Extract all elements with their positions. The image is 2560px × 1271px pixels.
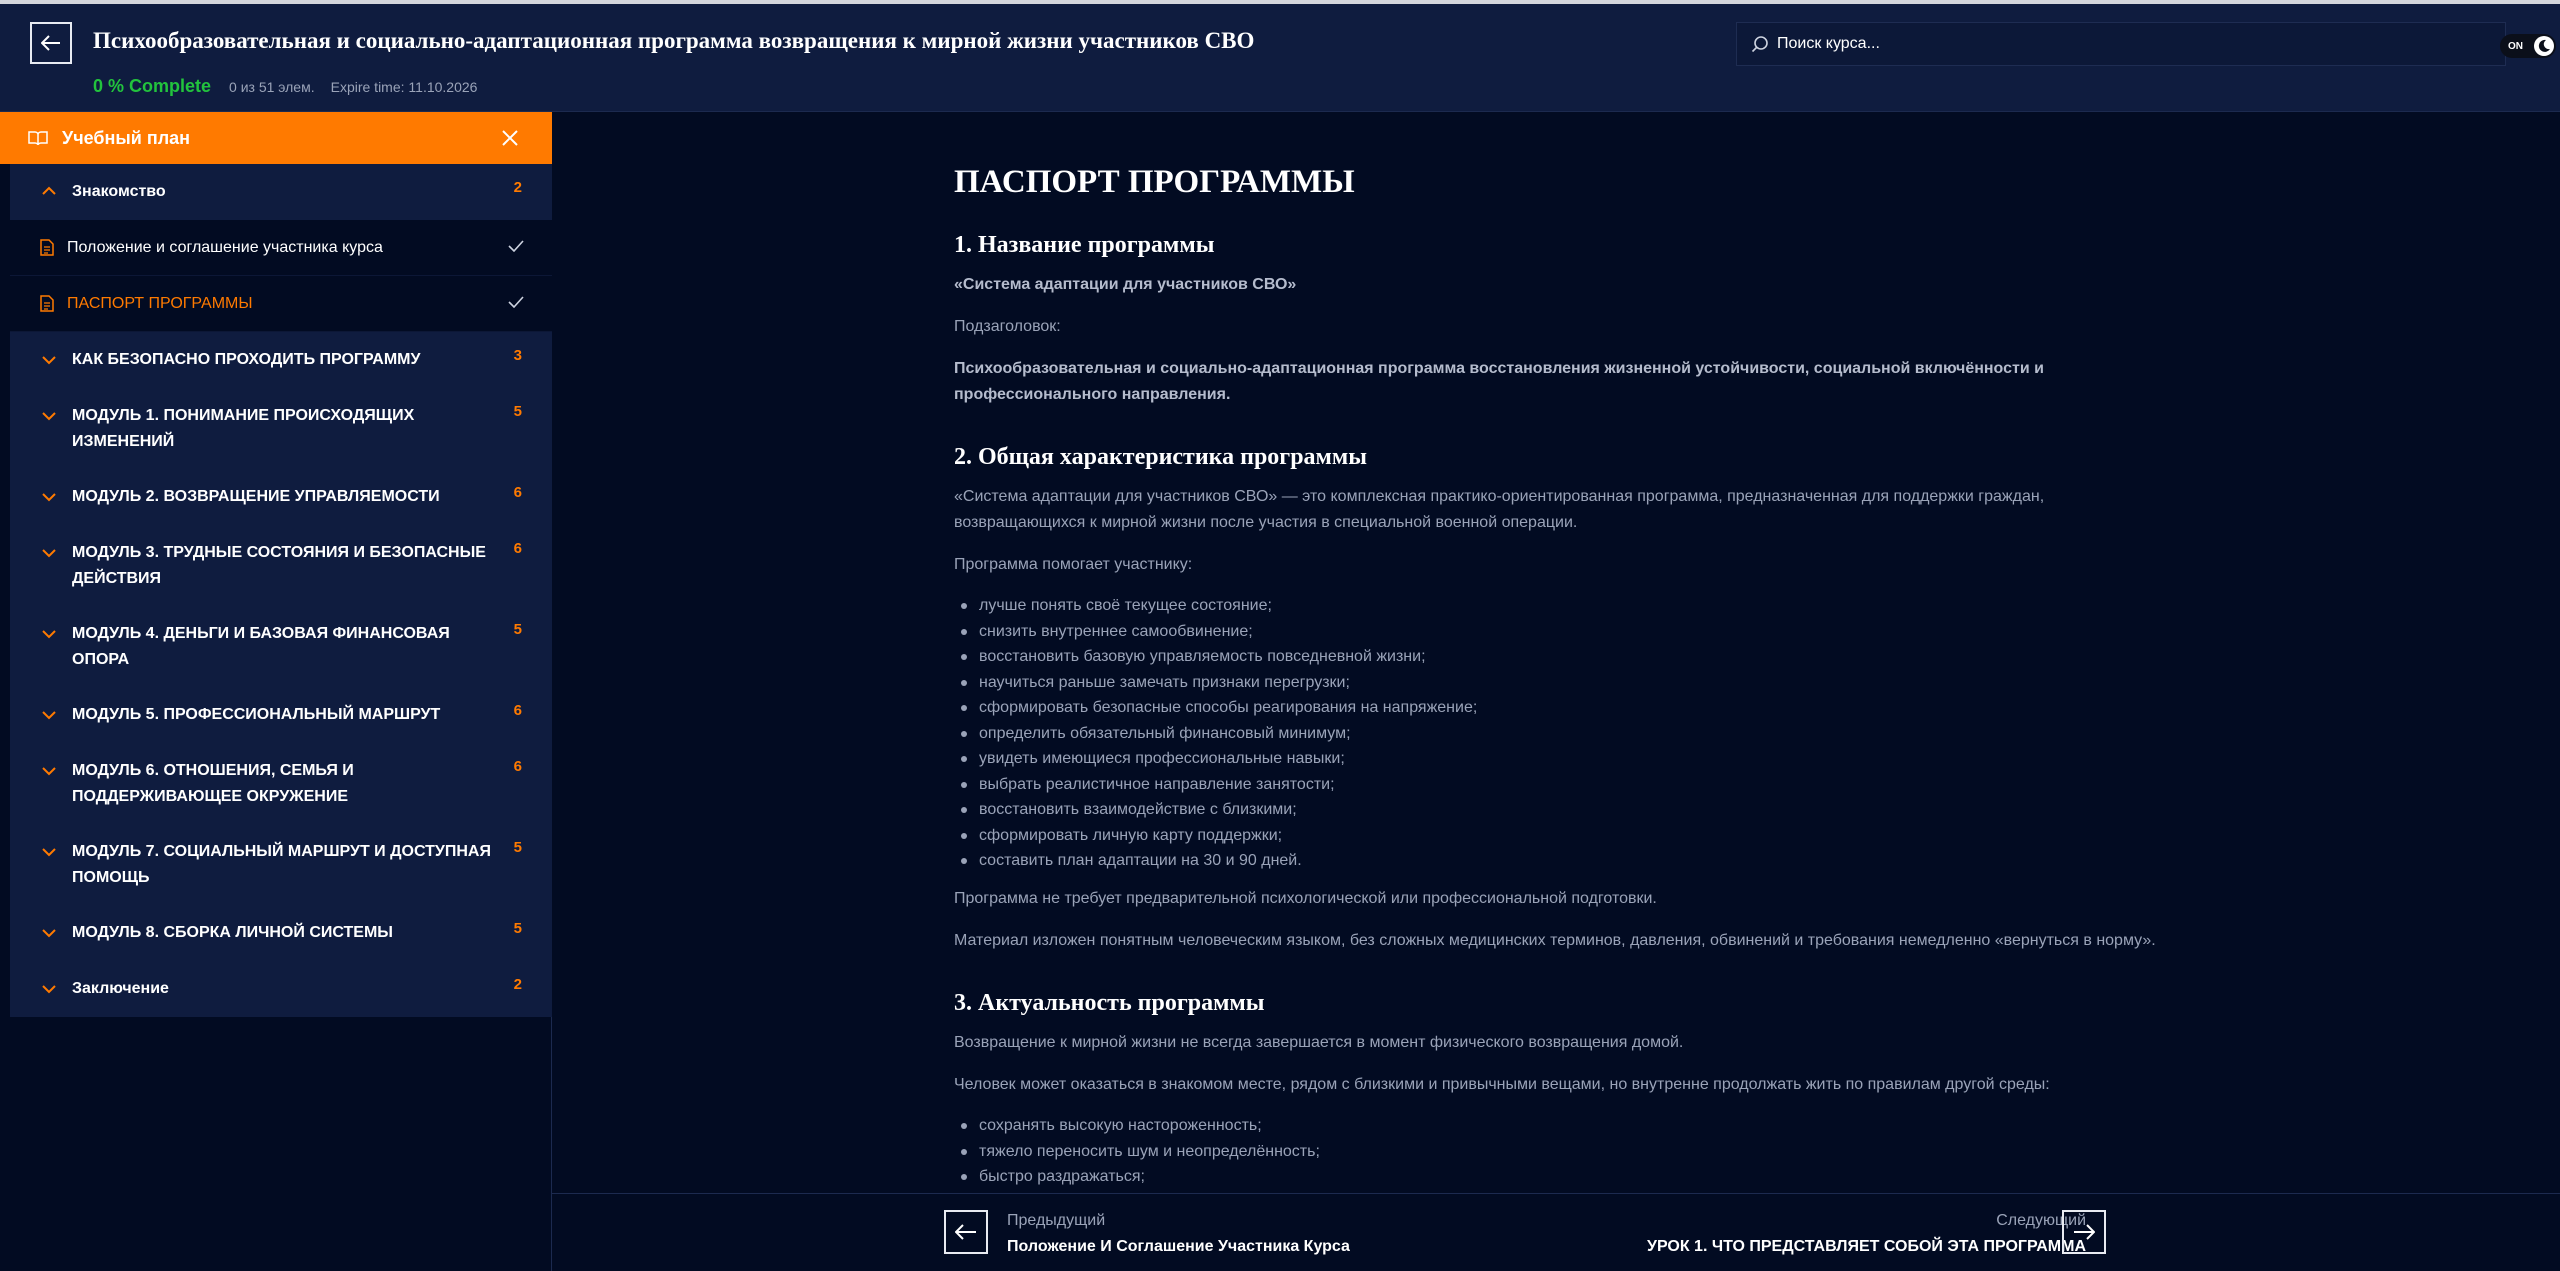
page-title: ПАСПОРТ ПРОГРАММЫ bbox=[954, 164, 1355, 200]
list-item: увидеть имеющиеся профессиональные навыки; bbox=[978, 746, 2078, 772]
section-item[interactable] bbox=[10, 961, 552, 1017]
section-item[interactable] bbox=[10, 525, 552, 606]
section-item[interactable] bbox=[10, 469, 552, 525]
section-item[interactable] bbox=[10, 388, 552, 469]
bullet-list bbox=[978, 1113, 2078, 1190]
list-item: быстро раздражаться; bbox=[978, 1164, 2078, 1190]
dark-mode-toggle[interactable] bbox=[2500, 34, 2556, 58]
section-count: 6 bbox=[513, 484, 522, 501]
program-name: «Система адаптации для участников СВО» bbox=[954, 276, 1297, 293]
paragraph: «Система адаптации для участников СВО» — это комплексная практико-ориентированная программа, предназначенная для поддержки граждан, возвращающихся к мирной жизни после участия в специальной военной операции. bbox=[954, 488, 2045, 531]
chevron-down-icon bbox=[42, 549, 56, 558]
course-header bbox=[0, 4, 2560, 112]
list-item: определить обязательный финансовый минимум; bbox=[978, 721, 2078, 747]
section-title: МОДУЛЬ 3. ТРУДНЫЕ СОСТОЯНИЯ И БЕЗОПАСНЫЕ ДЕЙСТВИЯ bbox=[72, 544, 486, 587]
paragraph: Материал изложен понятным человеческим языком, без сложных медицинских терминов, давления, обвинений и требования немедленно «вернуться в норму». bbox=[954, 932, 2156, 949]
section-heading: 2. Общая характеристика программы bbox=[954, 444, 1367, 470]
paragraph: Программа помогает участнику: bbox=[954, 556, 1193, 573]
section-title: МОДУЛЬ 8. СБОРКА ЛИЧНОЙ СИСТЕМЫ bbox=[72, 924, 393, 941]
program-subtitle: Психообразовательная и социально-адаптационная программа восстановления жизненной устойчивости, социальной включённости и профессионального направления. bbox=[954, 360, 2044, 403]
section-title: МОДУЛЬ 1. ПОНИМАНИЕ ПРОИСХОДЯЩИХ ИЗМЕНЕНИЙ bbox=[72, 407, 415, 450]
search-input[interactable] bbox=[1769, 24, 2505, 64]
list-item: сформировать личную карту поддержки; bbox=[978, 823, 2078, 849]
arrow-left-icon bbox=[955, 1224, 977, 1240]
section-heading: 1. Название программы bbox=[954, 232, 1215, 258]
section-count: 2 bbox=[513, 179, 522, 196]
section-item[interactable] bbox=[10, 164, 552, 220]
progress-count: 0 из 51 элем. bbox=[229, 79, 315, 95]
section-item[interactable] bbox=[10, 332, 552, 388]
expire-time: Expire time: 11.10.2026 bbox=[330, 79, 478, 95]
arrow-right-icon bbox=[2073, 1224, 2095, 1240]
previous-lesson-title[interactable]: Положение И Соглашение Участника Курса bbox=[1007, 1238, 1350, 1255]
lesson-navigation bbox=[552, 1193, 2560, 1271]
section-item[interactable] bbox=[10, 824, 552, 905]
section-heading: 3. Актуальность программы bbox=[954, 990, 1265, 1016]
list-item: выбрать реалистичное направление занятости; bbox=[978, 772, 2078, 798]
checkmark-icon bbox=[508, 296, 524, 308]
chevron-down-icon bbox=[42, 848, 56, 857]
section-item[interactable] bbox=[10, 606, 552, 687]
list-item: составить план адаптации на 30 и 90 дней. bbox=[978, 848, 2078, 874]
chevron-down-icon bbox=[42, 711, 56, 720]
chevron-up-icon bbox=[42, 186, 56, 195]
arrow-left-icon bbox=[41, 35, 61, 51]
list-item: сформировать безопасные способы реагирования на напряжение; bbox=[978, 695, 2078, 721]
paragraph: Человек может оказаться в знакомом месте, рядом с близкими и привычными вещами, но внутренне продолжать жить по правилам другой среды: bbox=[954, 1076, 2050, 1093]
curriculum-title: Учебный план bbox=[62, 127, 191, 148]
paragraph: Программа не требует предварительной психологической или профессиональной подготовки. bbox=[954, 890, 1657, 907]
list-item: сохранять высокую настороженность; bbox=[978, 1113, 2078, 1139]
checkmark-icon bbox=[508, 240, 524, 252]
search-box bbox=[1736, 22, 2506, 66]
section-count: 3 bbox=[513, 347, 522, 364]
book-icon bbox=[28, 130, 48, 146]
section-count: 5 bbox=[513, 920, 522, 937]
section-title: КАК БЕЗОПАСНО ПРОХОДИТЬ ПРОГРАММУ bbox=[72, 351, 421, 368]
list-item: научиться раньше замечать признаки перегрузки; bbox=[978, 670, 2078, 696]
section-count: 6 bbox=[513, 540, 522, 557]
previous-label: Предыдущий bbox=[1007, 1212, 1106, 1229]
lesson-content bbox=[954, 112, 2154, 1192]
chevron-down-icon bbox=[42, 630, 56, 639]
chevron-down-icon bbox=[42, 985, 56, 994]
document-icon bbox=[40, 239, 54, 256]
chevron-down-icon bbox=[42, 493, 56, 502]
section-title: МОДУЛЬ 6. ОТНОШЕНИЯ, СЕМЬЯ И ПОДДЕРЖИВАЮЩЕЕ ОКРУЖЕНИЕ bbox=[72, 762, 354, 805]
chevron-down-icon bbox=[42, 767, 56, 776]
section-count: 6 bbox=[513, 758, 522, 775]
document-icon bbox=[40, 295, 54, 312]
lesson-item-active[interactable] bbox=[10, 276, 552, 332]
chevron-down-icon bbox=[42, 412, 56, 421]
subtitle-label: Подзаголовок: bbox=[954, 318, 1061, 335]
paragraph: Возвращение к мирной жизни не всегда завершается в момент физического возвращения домой. bbox=[954, 1034, 1684, 1051]
section-title: МОДУЛЬ 2. ВОЗВРАЩЕНИЕ УПРАВЛЯЕМОСТИ bbox=[72, 488, 440, 505]
previous-button[interactable] bbox=[944, 1210, 988, 1254]
lesson-item[interactable] bbox=[10, 220, 552, 276]
lesson-title: ПАСПОРТ ПРОГРАММЫ bbox=[67, 294, 253, 312]
progress-info bbox=[93, 76, 477, 97]
list-item: восстановить взаимодействие с близкими; bbox=[978, 797, 2078, 823]
section-count: 2 bbox=[513, 976, 522, 993]
section-title: Заключение bbox=[72, 980, 169, 997]
course-title: Психообразовательная и социально-адаптационная программа возвращения к мирной жизни участников СВО bbox=[93, 28, 1255, 53]
section-count: 5 bbox=[513, 403, 522, 420]
section-title: Знакомство bbox=[72, 183, 166, 200]
section-title: МОДУЛЬ 4. ДЕНЬГИ И БАЗОВАЯ ФИНАНСОВАЯ ОПОРА bbox=[72, 625, 450, 668]
lesson-title: Положение и соглашение участника курса bbox=[67, 238, 383, 256]
section-count: 5 bbox=[513, 621, 522, 638]
chevron-down-icon bbox=[42, 356, 56, 365]
next-label: Следующий bbox=[1996, 1212, 2086, 1229]
bullet-list bbox=[978, 593, 2078, 874]
list-item: восстановить базовую управляемость повседневной жизни; bbox=[978, 644, 2078, 670]
curriculum-list bbox=[10, 164, 552, 1017]
section-item[interactable] bbox=[10, 743, 552, 824]
curriculum-sidebar bbox=[0, 112, 552, 1271]
next-lesson-title[interactable]: УРОК 1. ЧТО ПРЕДСТАВЛЯЕТ СОБОЙ ЭТА ПРОГРАММА bbox=[1646, 1238, 2086, 1255]
list-item: тяжело переносить шум и неопределённость; bbox=[978, 1139, 2078, 1165]
section-count: 6 bbox=[513, 702, 522, 719]
section-item[interactable] bbox=[10, 905, 552, 961]
list-item: лучше понять своё текущее состояние; bbox=[978, 593, 2078, 619]
section-title: МОДУЛЬ 7. СОЦИАЛЬНЫЙ МАРШРУТ И ДОСТУПНАЯ ПОМОЩЬ bbox=[72, 843, 491, 886]
moon-icon bbox=[2534, 36, 2554, 56]
progress-percent: 0 % Complete bbox=[93, 76, 212, 96]
toggle-label: ON bbox=[2508, 40, 2523, 52]
section-count: 5 bbox=[513, 839, 522, 856]
back-button[interactable] bbox=[30, 22, 72, 64]
chevron-down-icon bbox=[42, 929, 56, 938]
section-title: МОДУЛЬ 5. ПРОФЕССИОНАЛЬНЫЙ МАРШРУТ bbox=[72, 706, 441, 723]
curriculum-header bbox=[0, 112, 552, 164]
section-item[interactable] bbox=[10, 687, 552, 743]
next-button[interactable] bbox=[2062, 1210, 2106, 1254]
search-icon bbox=[1751, 35, 1769, 53]
close-icon[interactable] bbox=[500, 128, 520, 148]
list-item: снизить внутреннее самообвинение; bbox=[978, 619, 2078, 645]
